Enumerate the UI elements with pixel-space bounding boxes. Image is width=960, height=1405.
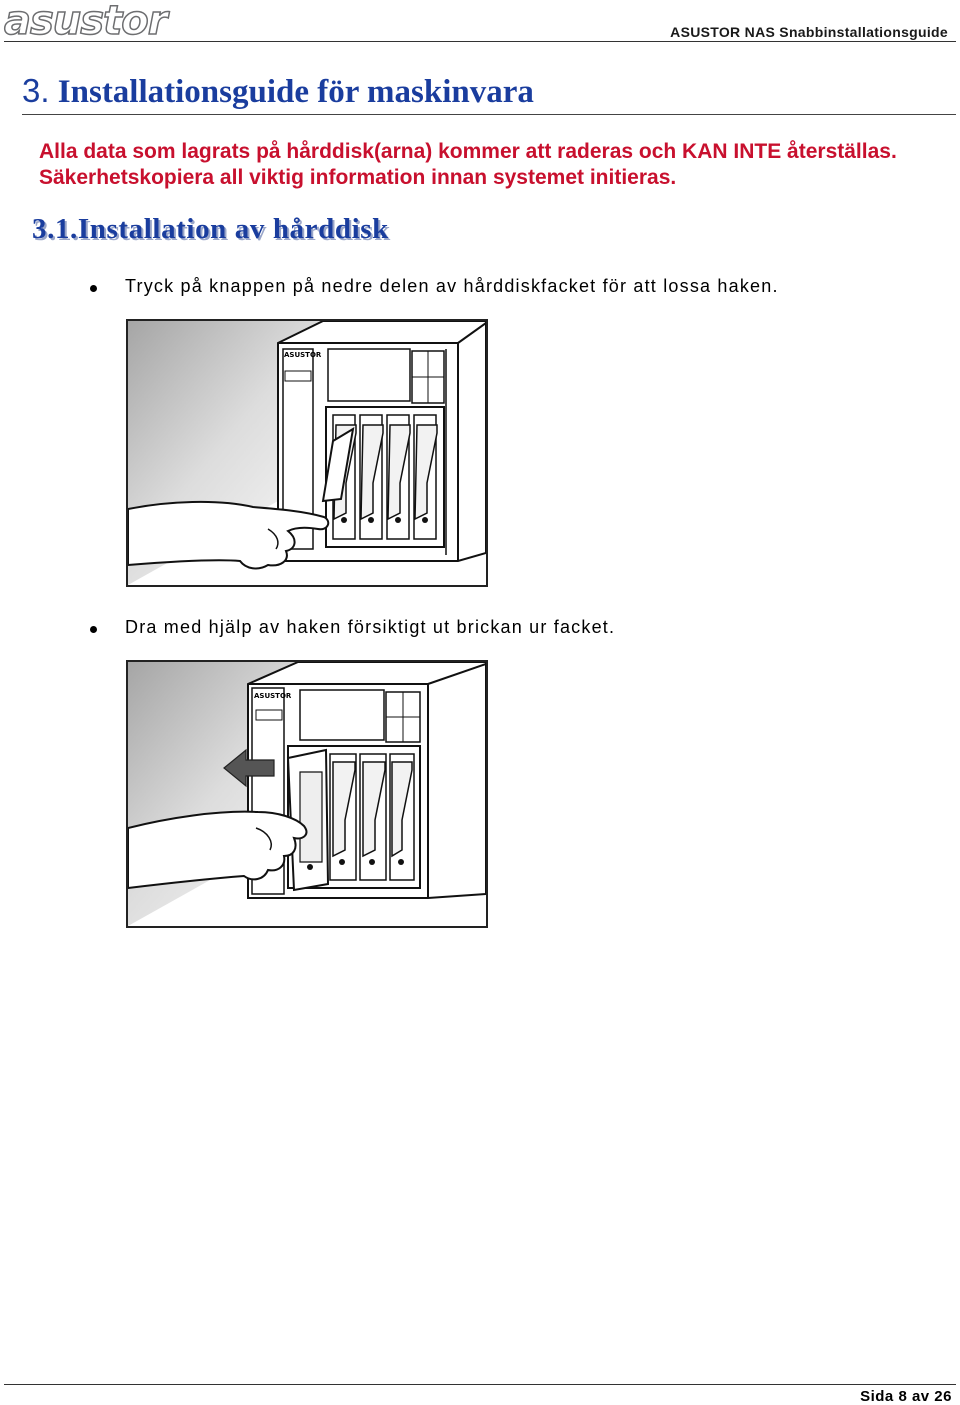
subsection-heading: 3.1.Installation av hårddisk <box>32 213 389 245</box>
section-heading <box>22 72 534 111</box>
bullet-icon <box>90 626 97 633</box>
section-number: 3. <box>22 72 50 109</box>
figure-press-button <box>126 319 488 587</box>
data-loss-warning: Alla data som lagrats på hårddisk(arna) kommer att raderas och KAN INTE återställas. Säkerhetskopiera all viktig information innan systemet initieras. <box>39 140 897 189</box>
header-divider <box>4 41 956 42</box>
step-2-text: Dra med hjälp av haken försiktigt ut brickan ur facket. <box>125 617 616 637</box>
footer-divider <box>4 1384 956 1385</box>
page-number: Sida 8 av 26 <box>860 1388 952 1405</box>
device-label-1: ASUSTOR <box>284 351 322 359</box>
step-1-text: Tryck på knappen på nedre delen av hårddiskfacket för att lossa haken. <box>125 276 779 296</box>
page-header <box>0 0 960 44</box>
asustor-logo: asustor <box>4 0 167 44</box>
bullet-icon <box>90 285 97 292</box>
section-title-text: Installationsguide för maskinvara <box>57 74 534 110</box>
figure-pull-tray <box>126 660 488 928</box>
document-title: ASUSTOR NAS Snabbinstallationsguide <box>670 24 948 40</box>
section-divider <box>22 114 956 115</box>
device-label-2: ASUSTOR <box>254 692 292 700</box>
nas-press-tray-button-illustration <box>128 321 486 585</box>
nas-pull-tray-out-illustration <box>128 662 486 926</box>
